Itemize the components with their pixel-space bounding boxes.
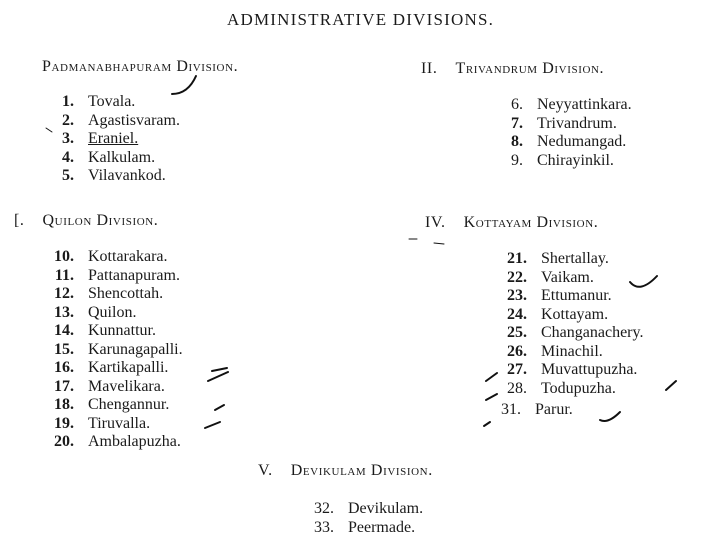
division-name: Quilon Division. xyxy=(42,212,159,229)
item-number: 24. xyxy=(507,305,527,323)
item-number: 20. xyxy=(54,433,74,450)
item-number: 19. xyxy=(54,414,74,432)
item-name: Minachil. xyxy=(541,342,603,360)
item-number: 13. xyxy=(54,303,74,321)
item-number: 6. xyxy=(511,96,523,113)
item-name: Nedumangad. xyxy=(537,133,627,150)
item-name: Ettumanur. xyxy=(541,287,612,304)
item-name: Vaikam. xyxy=(541,268,594,286)
item-name: Pattanapuram. xyxy=(88,266,180,284)
item-name: Ambalapuzha. xyxy=(88,433,181,450)
item-name: Peermade. xyxy=(348,518,416,536)
item-number: 32. xyxy=(314,500,334,517)
division-numeral: V. xyxy=(258,462,273,479)
division-numeral: IV. xyxy=(425,214,446,231)
item-number: 7. xyxy=(511,114,523,132)
check-mark-icon xyxy=(600,412,620,421)
division-numeral: II. xyxy=(421,60,438,77)
item-name: Tiruvalla. xyxy=(88,414,151,432)
item-name: Mavelikara. xyxy=(88,377,165,395)
item-name: Parur. xyxy=(535,401,573,418)
item-name: Neyyattinkara. xyxy=(537,96,632,113)
item-number: 9. xyxy=(511,151,523,169)
item-name: Devikulam. xyxy=(348,500,424,517)
item-number: 15. xyxy=(54,340,74,358)
item-name: Kartikapalli. xyxy=(88,359,169,376)
item-number: 8. xyxy=(511,133,523,150)
item-number: 5. xyxy=(62,167,74,184)
page-title: ADMINISTRATIVE DIVISIONS. xyxy=(227,10,495,29)
item-number: 11. xyxy=(54,266,74,284)
item-name: Chirayinkil. xyxy=(537,151,614,169)
item-name: Vilavankod. xyxy=(88,167,166,184)
item-name: Changanachery. xyxy=(541,324,644,341)
division-numeral: [. xyxy=(14,212,25,229)
check-mark-icon xyxy=(172,76,196,94)
item-number: 28. xyxy=(507,379,527,397)
item-name: Muvattupuzha. xyxy=(541,361,638,378)
item-number: 1. xyxy=(62,93,74,110)
item-number: 2. xyxy=(62,111,74,129)
item-name: Kalkulam. xyxy=(88,148,156,166)
item-name: Quilon. xyxy=(88,303,137,321)
item-number: 18. xyxy=(54,396,74,413)
item-name: Todupuzha. xyxy=(541,379,616,397)
item-number: 31. xyxy=(501,401,521,418)
item-name: Kottayam. xyxy=(541,305,609,323)
item-number: 23. xyxy=(507,287,527,304)
check-mark-icon xyxy=(630,276,657,287)
item-number: 25. xyxy=(507,324,527,341)
item-name: Karunagapalli. xyxy=(88,340,183,358)
item-number: 21. xyxy=(507,250,527,267)
division-name: Trivandrum Division. xyxy=(455,60,605,77)
item-name: Trivandrum. xyxy=(537,114,617,132)
division-name: Padmanabhapuram Division. xyxy=(42,58,239,75)
division-name: Devikulam Division. xyxy=(290,462,433,479)
item-number: 17. xyxy=(54,377,74,395)
item-number: 10. xyxy=(54,248,74,265)
division-name: Kottayam Division. xyxy=(463,214,599,231)
item-name: Shencottah. xyxy=(88,285,164,302)
item-name: Agastisvaram. xyxy=(88,111,180,129)
item-number: 12. xyxy=(54,285,74,302)
item-number: 22. xyxy=(507,268,527,286)
item-name: Shertallay. xyxy=(541,250,609,267)
item-name: Kunnattur. xyxy=(88,322,156,339)
item-number: 14. xyxy=(54,322,74,339)
item-name: Eraniel. xyxy=(88,130,139,147)
item-number: 27. xyxy=(507,361,527,378)
item-name: Tovala. xyxy=(88,93,136,110)
item-number: 3. xyxy=(62,130,74,147)
item-number: 4. xyxy=(62,148,74,166)
item-name: Kottarakara. xyxy=(88,248,168,265)
item-number: 26. xyxy=(507,342,527,360)
item-name: Chengannur. xyxy=(88,396,170,413)
item-number: 33. xyxy=(314,518,334,536)
item-number: 16. xyxy=(54,359,74,376)
